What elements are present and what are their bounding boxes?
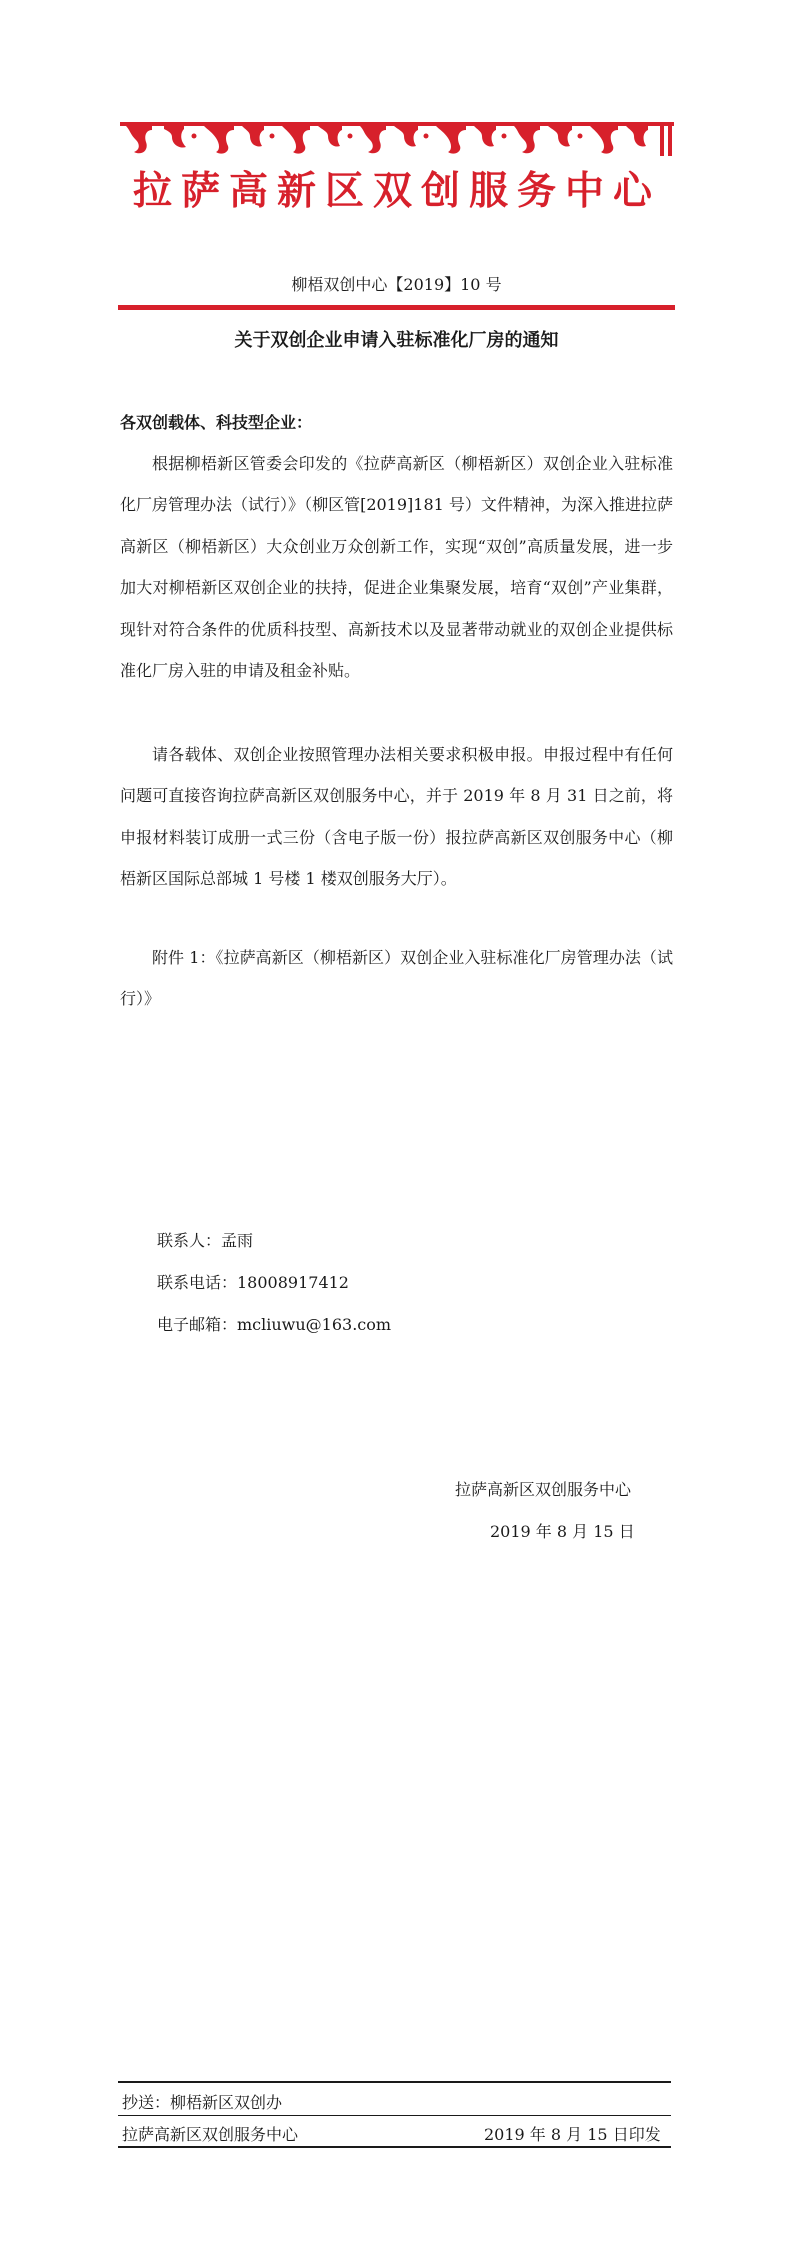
signature-date: 2019 年 8 月 15 日 [490, 1522, 635, 1541]
contact-phone: 联系电话：18008917412 [157, 1273, 349, 1292]
tibetan-title-wordmark [112, 114, 682, 166]
body-paragraph-2: 请各载体、双创企业按照管理办法相关要求积极申报。申报过程中有任何问题可直接咨询拉萨高新区双创服务中心，并于 2019 年 8 月 31 日之前，将申报材料装订成册一式三份（含电子版一份）报拉萨高新区双创服务中心（柳梧新区国际总部城 1 号楼 1 楼双创服务大厅）。 [120, 745, 673, 889]
body-paragraph-1: 根据柳梧新区管委会印发的《拉萨高新区（柳梧新区）双创企业入驻标准化厂房管理办法（试行）》（柳区管[2019]181 号）文件精神，为深入推进拉萨高新区（柳梧新区）大众创业万众创新工作，实现“双创”高质量发展，进一步加大对柳梧新区双创企业的扶持，促进企业集聚发展，培育“双创”产业集群，现针对符合条件的优质科技型、高新技术以及显著带动就业的双创企业提供标准化厂房入驻的申请及租金补贴。 [120, 454, 673, 681]
red-divider [118, 305, 675, 310]
footer-rule-middle [118, 2115, 671, 2116]
footer-organization: 拉萨高新区双创服务中心 [122, 2125, 299, 2144]
attachment-paragraph: 附件 1：《拉萨高新区（柳梧新区）双创企业入驻标准化厂房管理办法（试行）》 [120, 948, 673, 1009]
footer-rule-top [118, 2081, 671, 2083]
footer-rule-bottom [118, 2146, 671, 2148]
footer-print-date: 2019 年 8 月 15 日印发 [484, 2125, 661, 2144]
notice-title: 关于双创企业申请入驻标准化厂房的通知 [234, 330, 559, 351]
organization-title: 拉萨高新区双创服务中心 [132, 168, 661, 214]
contact-person: 联系人：孟雨 [157, 1231, 254, 1250]
cc-line: 抄送：柳梧新区双创办 [122, 2093, 283, 2112]
signature-organization: 拉萨高新区双创服务中心 [455, 1480, 632, 1499]
contact-email: 电子邮箱：mcliuwu@163.com [157, 1315, 392, 1334]
tibetan-glyphs [126, 126, 672, 156]
salutation: 各双创载体、科技型企业： [120, 413, 313, 432]
document-number: 柳梧双创中心【2019】10 号 [291, 275, 502, 294]
